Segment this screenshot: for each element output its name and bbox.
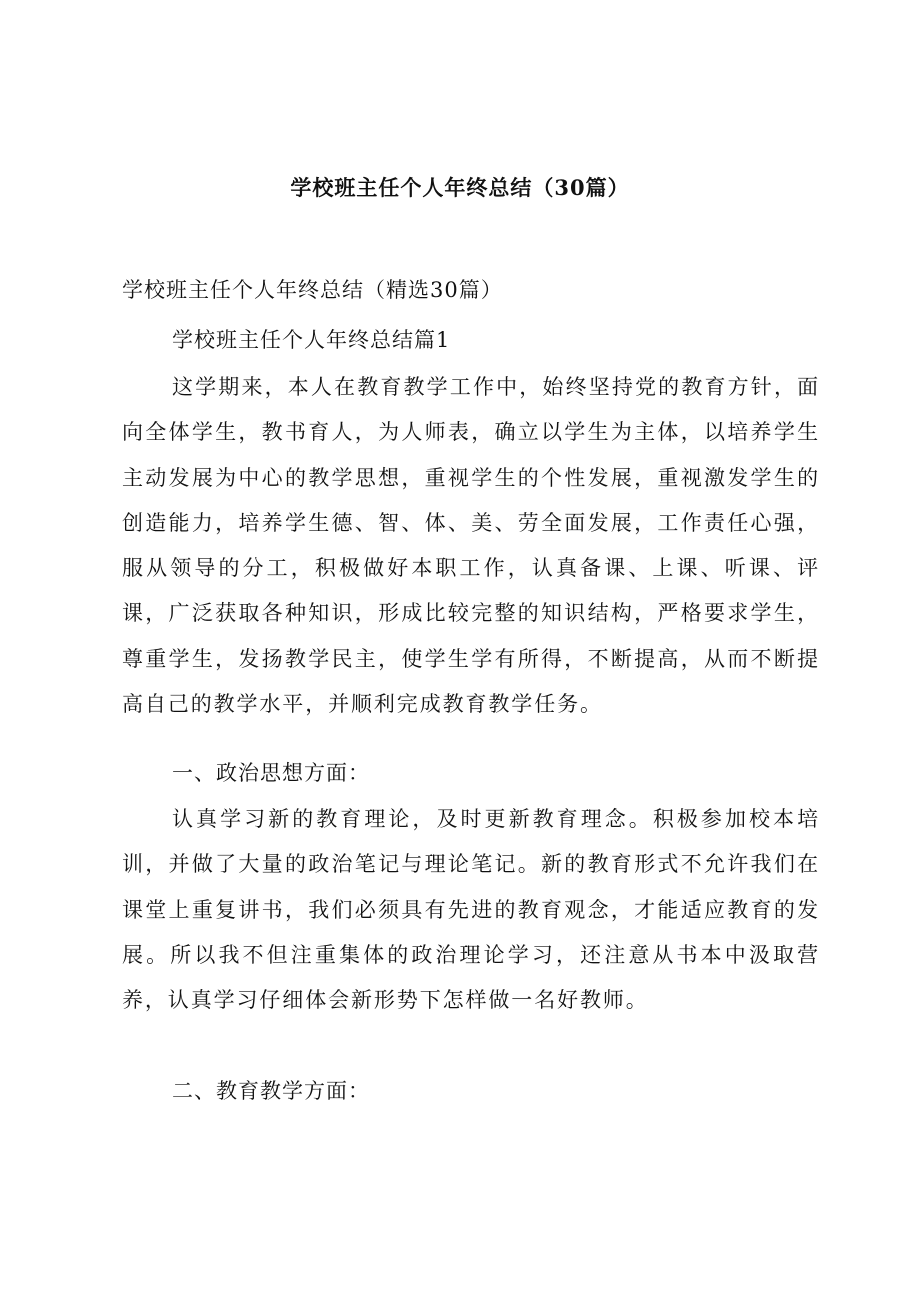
piece-title: 学校班主任个人年终总结篇1 — [172, 328, 451, 352]
section-heading-teaching: 二、教育教学方面： — [172, 1079, 370, 1103]
document-subtitle: 学校班主任个人年终总结（精选30篇） — [122, 278, 503, 302]
section-heading-politics: 一、政治思想方面： — [172, 761, 370, 785]
paragraph-politics: 认真学习新的教育理论，及时更新教育理念。积极参加校本培训，并做了大量的政治笔记与理论笔记。新的教育形式不允许我们在课堂上重复讲书，我们必须具有先进的教育观念，才能适应教育的发展。所以我不但注重集体的政治理论学习，还注意从书本中汲取营养，认真学习仔细体会新形势下怎样做一名好教师。 — [122, 807, 820, 1013]
document-title: 学校班主任个人年终总结（30篇） — [290, 175, 630, 200]
paragraph-intro: 这学期来，本人在教育教学工作中，始终坚持党的教育方针，面向全体学生，教书育人，为人师表，确立以学生为主体，以培养学生主动发展为中心的教学思想，重视学生的个性发展，重视激发学生的创造能力，培养学生德、智、体、美、劳全面发展，工作责任心强，服从领导的分工，积极做好本职工作，认真备课、上课、听课、评课，广泛获取各种知识，形成比较完整的知识结构，严格要求学生，尊重学生，发扬教学民主，使学生学有所得，不断提高，从而不断提高自己的教学水平，并顺利完成教育教学任务。 — [122, 375, 820, 717]
